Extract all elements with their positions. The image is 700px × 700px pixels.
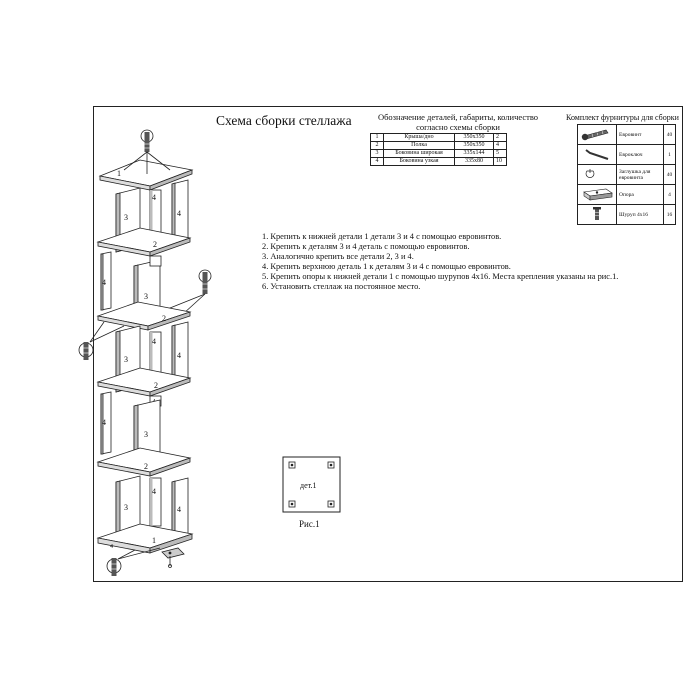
section-5-narrow-panel-a <box>150 478 161 526</box>
hardware-name: Опора <box>617 185 664 205</box>
section-4-narrow-label-a: 4 <box>102 418 106 427</box>
shelf-1-label: 2 <box>153 240 157 249</box>
hardware-name: Заглушка для евровинта <box>617 165 664 185</box>
bottom-label: 1 <box>152 536 156 545</box>
part-size: 350x350 <box>455 142 494 150</box>
section-4-wide-label: 3 <box>144 430 148 439</box>
hardware-table <box>577 124 676 225</box>
shelf-4-label: 2 <box>144 462 148 471</box>
figure-caption: Рис.1 <box>299 519 320 529</box>
part-qty: 2 <box>494 134 507 142</box>
hardware-table-caption: Комплект фурнитуры для сборки <box>566 113 679 122</box>
table-row <box>371 134 507 142</box>
part-num: 1 <box>371 134 384 142</box>
parts-caption-line-2: согласно схемы сборки <box>416 122 500 132</box>
table-row <box>578 205 676 225</box>
table-row <box>371 150 507 158</box>
section-1-narrow-label-b: 4 <box>177 209 181 218</box>
list-item: 5. Крепить опоры к нижней детали 1 с помощью шурупов 4x16. Места крепления указаны на рис.1. <box>262 272 619 281</box>
screw-icon <box>580 206 614 222</box>
section-3-wide-label: 3 <box>124 355 128 364</box>
part-num: 3 <box>371 150 384 158</box>
bottom-side-label: 4 <box>110 544 113 550</box>
table-row <box>578 185 676 205</box>
part-qty: 10 <box>494 158 507 166</box>
section-5-wide-label: 3 <box>124 503 128 512</box>
part-name: Крыша/дно <box>384 134 455 142</box>
hardware-name: Евровинт <box>617 125 664 145</box>
hex-key-icon <box>580 147 614 161</box>
eurovint-icon <box>580 127 614 141</box>
list-item: 4. Крепить верхнюю деталь 1 к деталям 3 и 4 с помощью евровинтов. <box>262 262 511 271</box>
hardware-qty: 40 <box>664 165 676 185</box>
part-name: Боковина узкая <box>384 158 455 166</box>
hardware-qty: 16 <box>664 205 676 225</box>
shelf-2-label: 2 <box>162 314 166 323</box>
table-row <box>578 125 676 145</box>
part-size: 350x350 <box>455 134 494 142</box>
part-qty: 5 <box>494 150 507 158</box>
list-item: 6. Установить стеллаж на постоянное место. <box>262 282 421 291</box>
page-title: Схема сборки стеллажа <box>216 113 352 128</box>
section-5-narrow-label-a: 4 <box>152 487 156 496</box>
support-icon <box>580 186 614 202</box>
list-item: 1. Крепить к нижней детали 1 детали 3 и 4 с помощью евровинтов. <box>262 232 502 241</box>
shelf-3-label: 2 <box>154 381 158 390</box>
section-3-narrow-label-a: 4 <box>152 337 156 346</box>
section-1-narrow-label-a: 4 <box>152 193 156 202</box>
part-size: 335x80 <box>455 158 494 166</box>
part-name: Боковина широкая <box>384 150 455 158</box>
hardware-qty: 4 <box>664 185 676 205</box>
plug-icon <box>580 167 614 181</box>
support-foot-icon <box>162 548 184 568</box>
part-num: 2 <box>371 142 384 150</box>
part-num: 4 <box>371 158 384 166</box>
table-row <box>578 165 676 185</box>
section-1-wide-label: 3 <box>124 213 128 222</box>
section-2-narrow-panel-b <box>150 256 161 266</box>
section-5-narrow-label-b: 4 <box>177 505 181 514</box>
section-2-wide-label: 3 <box>144 292 148 301</box>
roof-label: 1 <box>117 169 121 178</box>
hardware-qty: 40 <box>664 125 676 145</box>
figure-1-detail-label: дет.1 <box>300 481 317 490</box>
parts-table-caption <box>368 112 548 132</box>
section-3-narrow-label-b: 4 <box>177 351 181 360</box>
hardware-qty: 1 <box>664 145 676 165</box>
list-item: 2. Крепить к деталям 3 и 4 деталь с помощью евровинтов. <box>262 242 470 251</box>
list-item: 3. Аналогично крепить все детали 2, 3 и 4. <box>262 252 414 261</box>
part-size: 335x144 <box>455 150 494 158</box>
table-row <box>371 158 507 166</box>
table-row <box>371 142 507 150</box>
part-name: Полка <box>384 142 455 150</box>
section-2-narrow-label-a: 4 <box>102 278 106 287</box>
parts-table <box>370 133 507 166</box>
part-qty: 4 <box>494 142 507 150</box>
hardware-name: Евроключ <box>617 145 664 165</box>
table-row <box>578 145 676 165</box>
assembly-steps <box>262 232 618 292</box>
hardware-name: Шуруп 4x16 <box>617 205 664 225</box>
parts-caption-line-1: Обозначение деталей, габариты, количество <box>377 112 539 122</box>
